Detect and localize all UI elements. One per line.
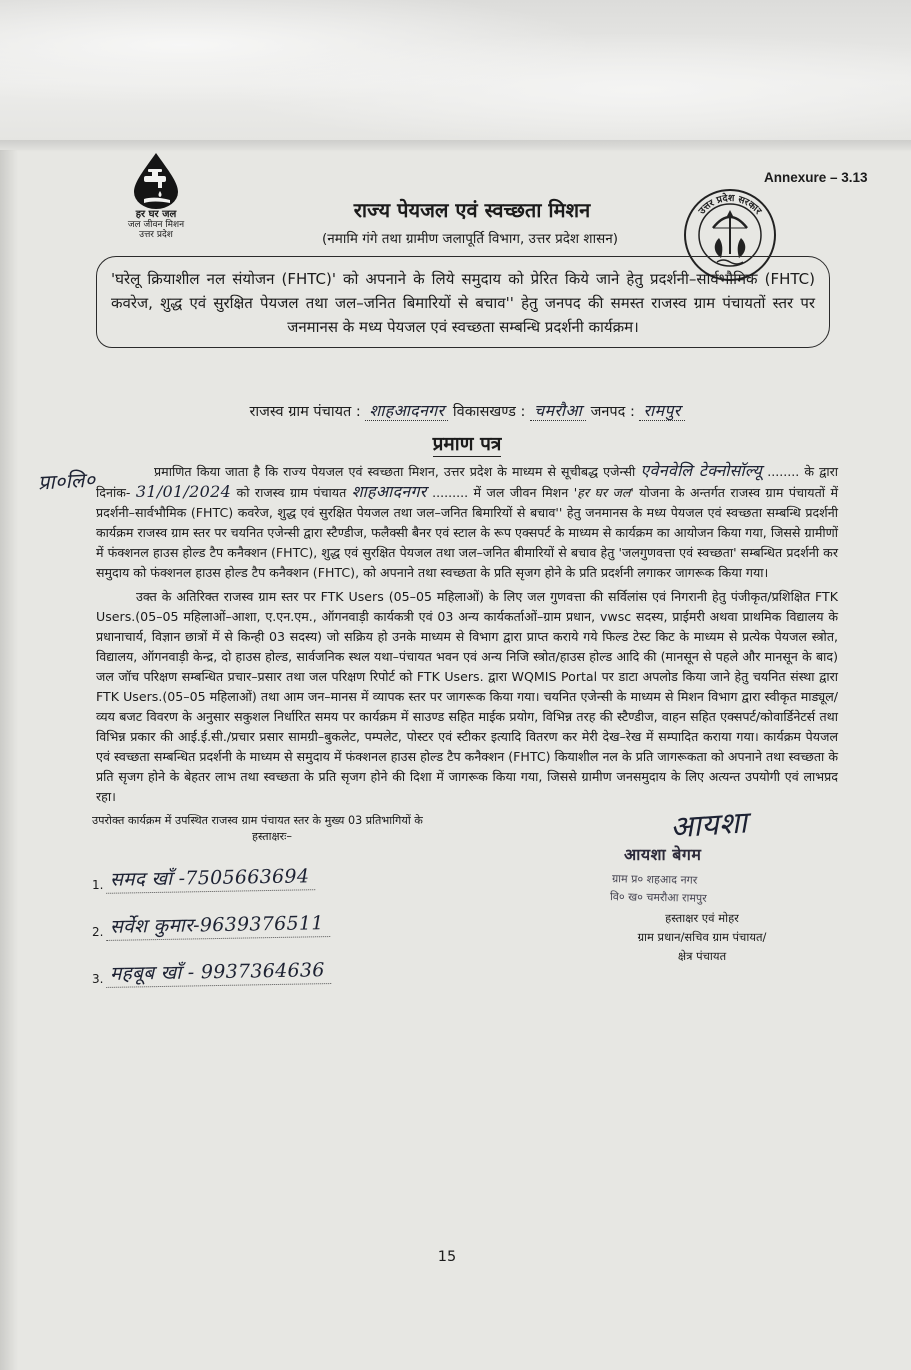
participant-signature: समद खाँ -7505663694 (106, 862, 316, 894)
paper-left-shadow (0, 150, 18, 1370)
participant-entry (92, 892, 592, 939)
pradhan-signature-block (592, 805, 832, 983)
district-value: रामपुर (639, 401, 684, 421)
subject-box (96, 256, 830, 348)
district-label: जनपद : (590, 404, 635, 420)
para1-text-b: ........ के द्वारा दिनांक- (96, 464, 838, 500)
logo-text-har-ghar-jal: हर घर जल (135, 209, 177, 220)
participant-number: 3. (92, 972, 104, 986)
certificate-title: प्रमाण पत्र (432, 433, 502, 455)
subject-text: 'घरेलू क्रियाशील नल संयोजन (FHTC)' को अपनाने के लिये समुदाय को प्रेरित किये जाने हेतु प्रदर्शनी–सार्वभौमिक (FHTC) कवरेज, शुद्ध एवं सुरक्षित पेयजल तथा जल–जनित बिमारियों से बचाव'' हेतु जनपद की समस्त राजस्व ग्राम पंचायतों स्तर पर जनमानस के मध्य पेयजल एवं स्वच्छता सम्बन्धि प्रदर्शनी कार्यक्रम। (111, 270, 815, 336)
location-fields (96, 398, 838, 425)
participants-intro: उपरोक्त कार्यक्रम में उपस्थित राजस्व ग्राम पंचायत स्तर के मुख्य 03 प्रतिभागियों के (92, 814, 423, 827)
handwritten-margin-note: प्रा०लि० (37, 467, 96, 495)
logo-text-uttar-pradesh: उत्तर प्रदेश (139, 230, 173, 240)
pradhan-signature: आयशा (669, 805, 749, 846)
para1-text-e: योजना के अन्तर्गत राजस्व ग्राम पंचायतों में प्रदर्शनी–सार्वभौमिक (FHTC) कवरेज, शुद्ध एवं सुरक्षित पेयजल तथा जल–जनित बिमारियों से बचाव'' हेतु जनमानस के मध्य पेयजल एवं स्वच्छता सम्बन्धि प्रदर्शनी कार्यक्रम राजस्व ग्राम स्तर पर चयनित एजेन्सी द्वारा स्टैण्डीज, फलैक्सी बैनर एवं स्टाल के रूप एक्सपर्ट के माध्यम से कार्यक्रम का आयोजन किया गया, जिससे ग्रामीणों में फंक्शनल हाउस होल्ड टैप कनैक्शन (FHTC), शुद्ध एवं सुरक्षित पेयजल तथा जल–जनित बीमारियों से बचाव हेतु 'जलगुणवत्ता एवं स्वच्छता' सम्बन्धित प्रदर्शनी कर समुदाय को फंक्शनल हाउस होल्ड टैप कनैक्शन (FHTC), को अपनाने तथा स्वच्छता के प्रति सृजग होने के प्रति प्रदर्शनी लगाकर जागरूक किया गया। (96, 485, 838, 580)
annexure-label: Annexure – 3.13 (764, 170, 868, 185)
page-number: 15 (437, 1249, 457, 1265)
logo-text-jal-jeevan-mission: जल जीवन मिशन (127, 220, 185, 230)
participant-number: 2. (92, 925, 104, 939)
certificate-paragraph-2: उक्त के अतिरिक्त राजस्व ग्राम स्तर पर FTK Users (05–05 महिलाओं) के लिए जल गुणवत्ता की सर्विलांस एवं निगरानी हेतु पंजीकृत/प्रशिक्षित FTK Users.(05–05 महिलाओं–आशा, ए.एन.एम., ऑगनवाड़ी कार्यकत्री एवं 03 अन्य कार्यकर्ताओं–ग्राम प्रधान, vwsc सदस्य, प्राईमरी अथवा प्राथमिक विद्यालय के प्रधानाचार्य, विज्ञान छात्रों में से किन्ही 03 सदस्य) जो सक्रिय हो उनके माध्यम से विभाग द्वारा प्राप्त कराये गये फिल्ड टेस्ट किट के माध्यम से प्रत्येक पेयजल स्त्रोत, विद्यालय, ऑगनवाड़ी केन्द्र, दो हाउस होल्ड, सार्वजनिक स्थल यथा–पंचायत भवन एवं अन्य निजि स्त्रोत/हाउस होल्ड आदि की (मानसून से पहले और मानसून के बाद) जल जॉच परिक्षण सम्बन्धित प्रचार–प्रसार तथा जल परिक्षण रिपोर्ट को FTK Users. द्वारा WQMIS Portal पर डाटा अपलोड किया जाने हेतु चयनित संस्था द्वारा FTK Users.(05–05 महिलाओं) तथा आम जन–मानस में व्यापक स्तर पर जागरूक किया गया। चयनित एजेन्सी के माध्यम से मिशन विभाग द्वारा स्वीकृत माड्यूल/व्यय बजट विवरण के अनुसार सकुशल निर्धारित समय पर कार्यक्रम में साउण्ड सहित माईक प्रयोग, विभिन्न तरह की स्टैण्डीज, वाहन सहित एक्सपर्ट/कोवार्डिनेटर्स तथा विभिन्न प्रकार की आई.ई.सी./प्रचार प्रसार सामग्री–बुकलेट, पम्पलेट, पोस्टर एवं स्टीकर इत्यादि वितरण कर मेरी देख–रेख में सम्पादित कराया गया। कार्यक्रम पेयजल एवं स्वच्छता सम्बन्धित प्रदर्शनी के माध्यम से समुदाय में फंक्शनल हाउस होल्ड टैप कनैक्शन (FHTC) कियाशील नल के प्रति जागरूकता को अपनाने तथा स्वच्छता के प्रति सृजग होने के बेहतर लाभ तथा स्वच्छता के प्रति सृजग होने की दिशा में जागरूक किया गया, जिससे ग्रामीण जनसमुदाय के लिए अत्यन्त उपयोगी एवं लाभप्रद रहा। (96, 589, 838, 804)
stamp-name: आयशा बेगम (624, 845, 702, 864)
gram-panchayat-label: राजस्व ग्राम पंचायत : (249, 404, 361, 420)
signature-designation-label: ग्राम प्रधान/सचिव ग्राम पंचायत/ (637, 930, 767, 944)
scheme-name: 'हर घर जल' (573, 485, 634, 500)
block-label: विकासखण्ड : (452, 404, 526, 420)
stamp-line-village: ग्राम प्र० शहआद नगर (611, 872, 698, 887)
participants-list (92, 813, 592, 986)
signatures-section (92, 805, 838, 986)
water-drop-tap-icon (126, 152, 186, 210)
participants-signature-label: हस्ताक्षरः– (252, 830, 293, 843)
para1-text-d: ......... में जल जीवन मिशन (432, 485, 569, 500)
har-ghar-jal-logo (108, 152, 204, 240)
handwritten-agency-name: एवेनवेलि टेक्नोसॉल्यू (640, 461, 763, 480)
participant-number: 1. (92, 878, 104, 892)
gram-panchayat-value: शाहआदनगर (365, 401, 448, 421)
signature-area-label: क्षेत्र पंचायत (677, 949, 727, 963)
stamp-line-block: वि० ख० चमरौआ रामपुर (609, 890, 707, 905)
participant-signature: महबूब खाँ - 9937364636 (106, 956, 331, 988)
block-value: चमरौआ (530, 401, 586, 421)
certificate-heading (96, 431, 838, 457)
official-stamp (609, 843, 707, 907)
handwritten-date: 31/01/2024 (135, 482, 232, 501)
department-subtitle: (नमामि गंगे तथा ग्रामीण जलापूर्ति विभाग, उत्तर प्रदेश शासन) (322, 231, 618, 247)
mission-title: राज्य पेयजल एवं स्वच्छता मिशन (353, 198, 591, 222)
handwritten-gram-panchayat: शाहआदनगर (351, 482, 427, 501)
para1-text-c: को राजस्व ग्राम पंचायत (236, 485, 347, 500)
signature-seal-label: हस्ताक्षर एवं मोहर (665, 911, 739, 925)
paper-edge-shadow (0, 140, 911, 152)
participant-entry (92, 939, 592, 986)
signature-labels (602, 909, 802, 966)
background-sheet (0, 0, 911, 150)
certificate-body (37, 398, 838, 986)
participant-signature: सर्वेश कुमार-9639376511 (106, 909, 330, 941)
para1-text-a: प्रमाणित किया जाता है कि राज्य पेयजल एवं स्वच्छता मिशन, उत्तर प्रदेश के माध्यम से सूचीबद्ध एजेन्सी (154, 464, 636, 479)
emblem-lettering: उत्तर प्रदेश सरकार (696, 192, 764, 217)
certificate-paragraph-1 (37, 461, 838, 583)
participant-entry (92, 845, 592, 892)
